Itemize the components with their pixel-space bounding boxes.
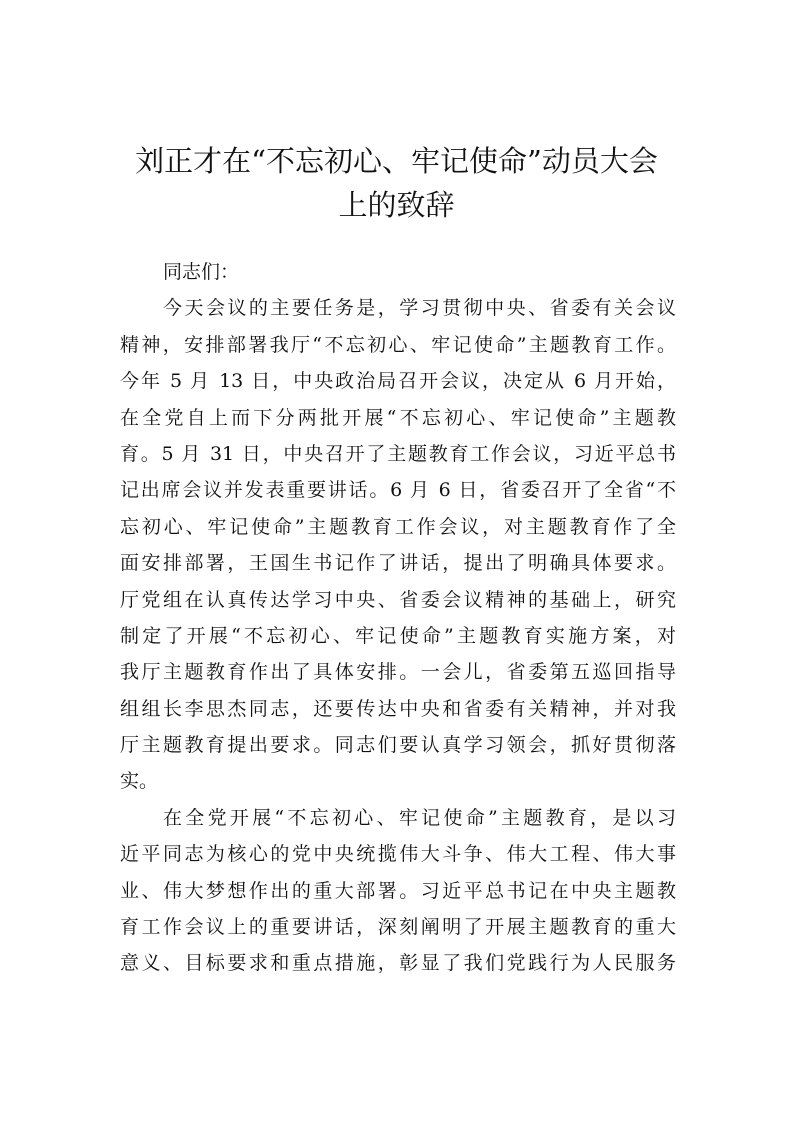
body-text-line: 精神，安排部署我厅“不忘初心、牢记使命”主题教育工作。 [120,333,676,356]
body-text-line: 厅党组在认真传达学习中央、省委会议精神的基础上，研究 [120,588,676,611]
title-line-1: 刘正才在“不忘初心、牢记使命”动员大会 [135,144,658,178]
body-text-line: 在全党开展“不忘初心、牢记使命”主题教育，是以习 [163,806,676,829]
body-text-line: 记出席会议并发表重要讲话。6 月 6 日，省委召开了全省“不 [120,479,676,502]
salutation: 同志们： [163,261,240,283]
body-text-line: 制定了开展“不忘初心、牢记使命”主题教育实施方案，对 [120,624,676,647]
body-text-line: 业、伟大梦想作出的重大部署。习近平总书记在中央主题教 [120,879,676,902]
document-title [100,139,693,227]
body-text-line: 实。 [120,770,159,793]
title-line-2: 上的致辞 [338,188,455,222]
body-text-line: 我厅主题教育作出了具体安排。一会儿，省委第五巡回指导 [120,661,676,684]
body-text-line: 面安排部署，王国生书记作了讲话，提出了明确具体要求。 [120,552,676,575]
body-text-line: 今天会议的主要任务是，学习贯彻中央、省委有关会议 [163,297,676,320]
body-text-line: 育。5 月 31 日，中央召开了主题教育工作会议，习近平总书 [120,442,676,465]
body-text-line: 意义、目标要求和重点措施，彰显了我们党践行为人民服务 [120,952,676,975]
body-text-line: 今年 5 月 13 日，中央政治局召开会议，决定从 6 月开始， [120,370,676,393]
body-text-line: 育工作会议上的重要讲话，深刻阐明了开展主题教育的重大 [120,916,676,939]
body-text-line: 近平同志为核心的党中央统揽伟大斗争、伟大工程、伟大事 [120,843,676,866]
body-text-line: 组组长李思杰同志，还要传达中央和省委有关精神，并对我 [120,697,676,720]
document-body [120,254,676,982]
body-text-line: 忘初心、牢记使命”主题教育工作会议，对主题教育作了全 [120,515,676,538]
body-text-line: 在全党自上而下分两批开展“不忘初心、牢记使命”主题教 [120,406,676,429]
body-text-line: 厅主题教育提出要求。同志们要认真学习领会，抓好贯彻落 [120,734,676,757]
